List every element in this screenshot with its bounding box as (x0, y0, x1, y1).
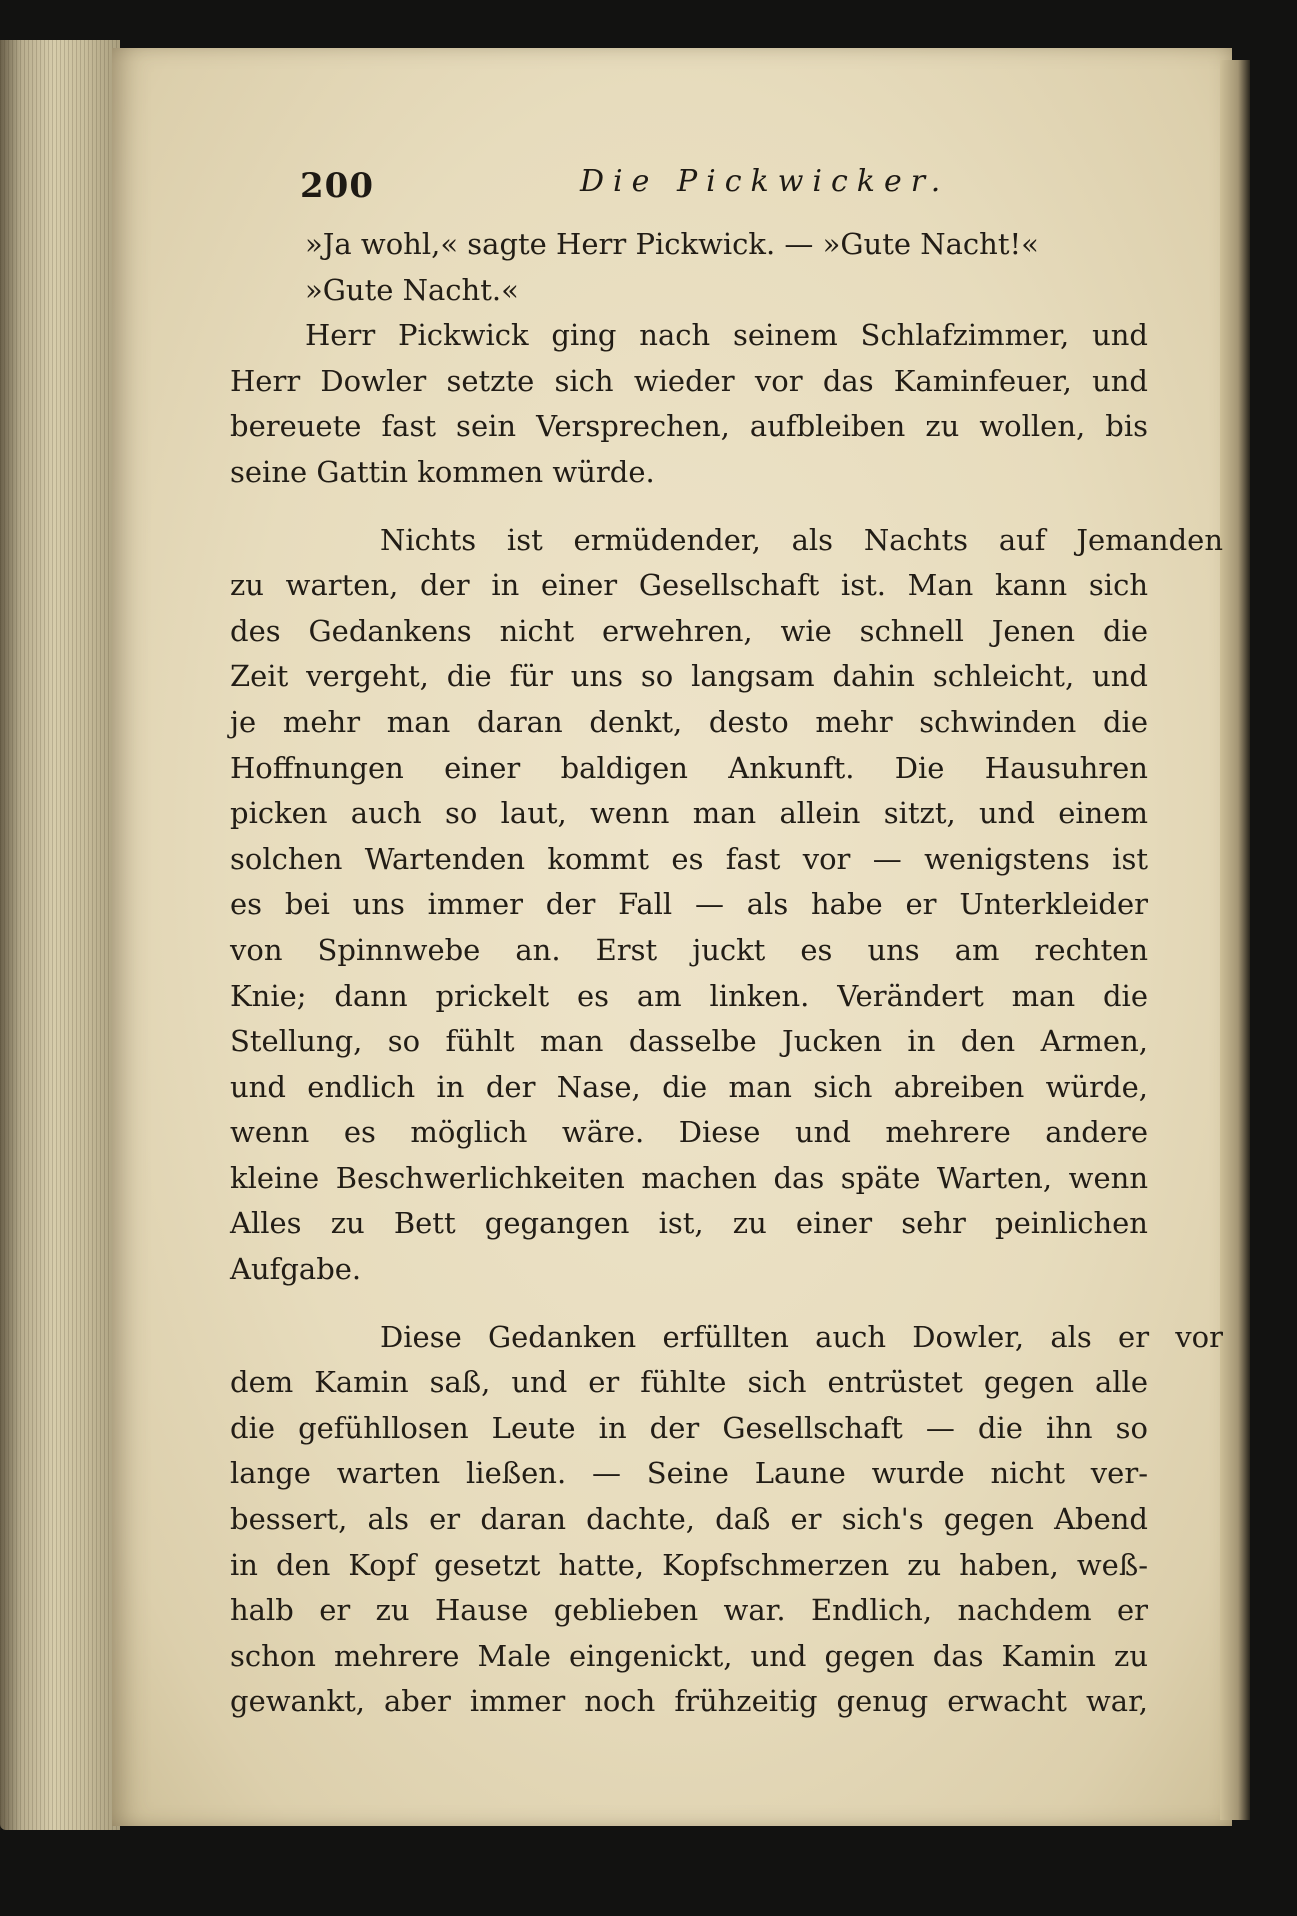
body-text (230, 222, 1223, 1725)
text-line: kleine Beschwerlichkeiten machen das späte Warten, wenn (230, 1160, 1148, 1195)
text-line: dem Kamin saß, und er fühlte sich entrüstet gegen alle (230, 1365, 1148, 1400)
text-line: lange warten ließen. — Seine Laune wurde nicht ver- (230, 1456, 1148, 1491)
running-head (0, 160, 1297, 210)
text-line: »Ja wohl,« sagte Herr Pickwick. — »Gute Nacht!« (305, 227, 1039, 261)
text-line: gewankt, aber immer noch frühzeitig genug erwacht war, (230, 1684, 1148, 1719)
text-line: wenn es möglich wäre. Diese und mehrere andere (230, 1115, 1148, 1150)
text-line: halb er zu Hause geblieben war. Endlich, nachdem er (230, 1593, 1148, 1628)
text-line: Knie; dann prickelt es am linken. Verändert man die (230, 978, 1148, 1013)
text-line: es bei uns immer der Fall — als habe er Unterkleider (230, 887, 1148, 922)
text-line: Alles zu Bett gegangen ist, zu einer sehr peinlichen (230, 1206, 1148, 1241)
text-line: seine Gattin kommen würde. (230, 454, 655, 489)
text-line: bereuete fast sein Versprechen, aufbleiben zu wollen, bis (230, 409, 1148, 444)
text-line: zu warten, der in einer Gesellschaft ist. Man kann sich (230, 568, 1148, 603)
text-line: solchen Wartenden kommt es fast vor — wenigstens ist (230, 841, 1148, 876)
text-line: und endlich in der Nase, die man sich abreiben würde, (230, 1069, 1148, 1104)
text-line: Nichts ist ermüdender, als Nachts auf Jemanden (380, 522, 1223, 557)
text-line: je mehr man daran denkt, desto mehr schwinden die (230, 704, 1148, 739)
text-line: schon mehrere Male eingenickt, und gegen das Kamin zu (230, 1638, 1148, 1673)
text-line: Stellung, so fühlt man dasselbe Jucken in den Armen, (230, 1024, 1148, 1059)
text-line: in den Kopf gesetzt hatte, Kopfschmerzen zu haben, weß- (230, 1547, 1148, 1582)
text-line: des Gedankens nicht erwehren, wie schnell Jenen die (230, 613, 1148, 648)
text-line: bessert, als er daran dachte, daß er sich's gegen Abend (230, 1502, 1148, 1537)
page-block-edge (0, 40, 120, 1830)
text-line: Diese Gedanken erfüllten auch Dowler, als er vor (380, 1319, 1223, 1354)
text-line: Aufgabe. (230, 1252, 362, 1287)
running-title: Die Pickwicker. (580, 164, 950, 199)
text-line: Zeit vergeht, die für uns so langsam dahin schleicht, und (230, 659, 1148, 694)
page-number: 200 (300, 166, 374, 206)
text-line: Herr Dowler setzte sich wieder vor das Kaminfeuer, und (230, 363, 1148, 398)
page-gutter-shadow (1220, 60, 1250, 1820)
text-line: Herr Pickwick ging nach seinem Schlafzimmer, und (305, 318, 1148, 353)
text-line: Hoffnungen einer baldigen Ankunft. Die Hausuhren (230, 750, 1148, 785)
text-line: »Gute Nacht.« (305, 272, 519, 307)
text-line: picken auch so laut, wenn man allein sitzt, und einem (230, 796, 1148, 831)
text-line: von Spinnwebe an. Erst juckt es uns am rechten (230, 932, 1148, 967)
text-line: die gefühllosen Leute in der Gesellschaft — die ihn so (230, 1410, 1148, 1445)
